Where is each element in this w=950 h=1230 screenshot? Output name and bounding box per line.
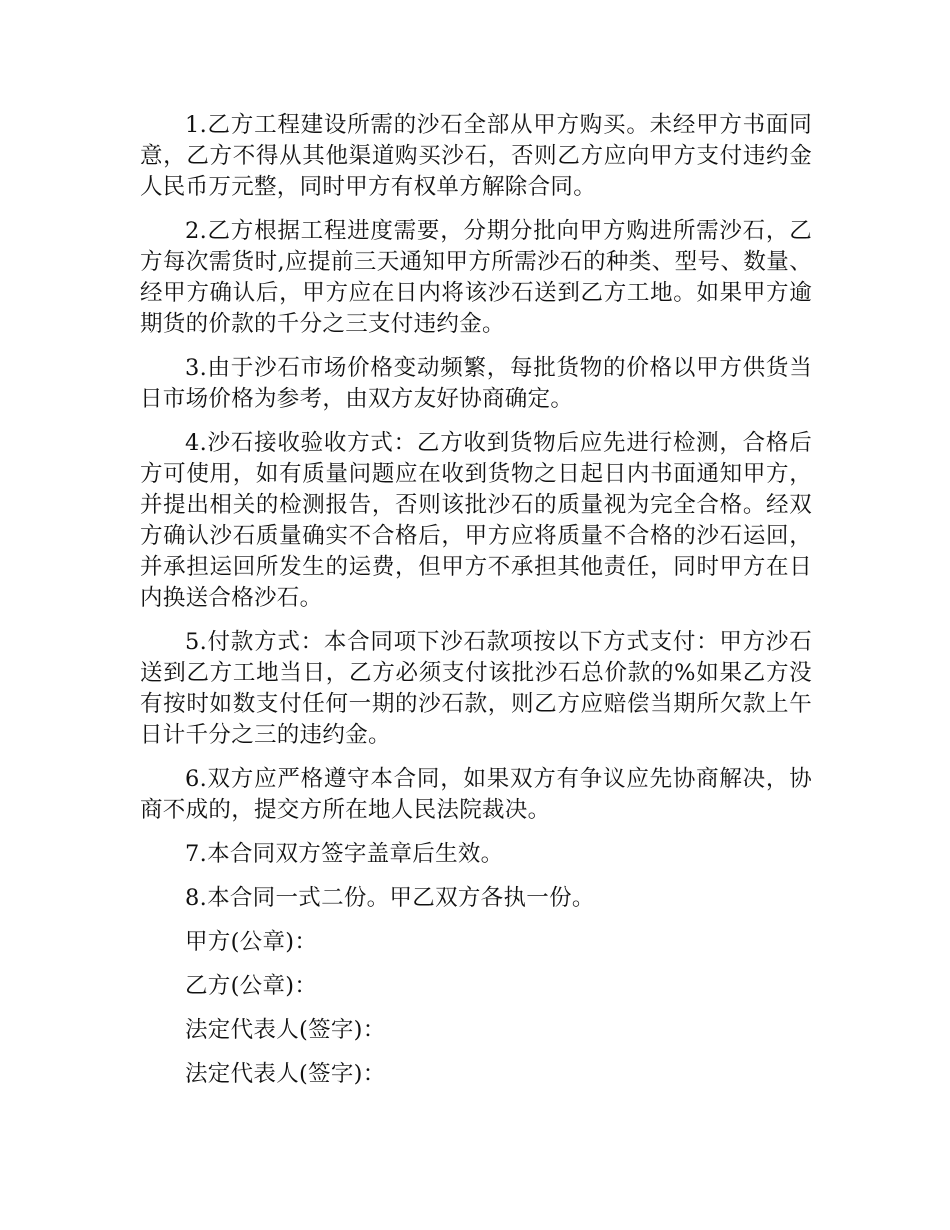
clause-1: 1.乙方工程建设所需的沙石全部从甲方购买。未经甲方书面同意，乙方不得从其他渠道购买沙石，否则乙方应向甲方支付违约金人民币万元整，同时甲方有权单方解除合同。 bbox=[140, 112, 812, 200]
signature-party-b-seal: 乙方(公章)： bbox=[185, 973, 318, 999]
clause-3: 3.由于沙石市场价格变动频繁，每批货物的价格以甲方供货当日市场价格为参考，由双方友好协商确定。 bbox=[140, 355, 812, 412]
clause-6: 6.双方应严格遵守本合同，如果双方有争议应先协商解决，协商不成的，提交方所在地人民法院裁决。 bbox=[140, 766, 812, 823]
clause-5: 5.付款方式：本合同项下沙石款项按以下方式支付：甲方沙石送到乙方工地当日，乙方必须支付该批沙石总价款的%如果乙方没有按时如数支付任何一期的沙石款，则乙方应赔偿当期所欠款上午日计千分之三的违约金。 bbox=[140, 629, 812, 748]
signature-party-a-seal: 甲方(公章)： bbox=[185, 929, 318, 955]
clause-7: 7.本合同双方签字盖章后生效。 bbox=[185, 841, 504, 867]
clause-2: 2.乙方根据工程进度需要，分期分批向甲方购进所需沙石，乙方每次需货时,应提前三天通知甲方所需沙石的种类、型号、数量、经甲方确认后，甲方应在日内将该沙石送到乙方工地。如果甲方逾期货的价款的千分之三支付违约金。 bbox=[140, 218, 812, 337]
signature-legal-rep-a: 法定代表人(签字)： bbox=[185, 1017, 386, 1043]
clause-4: 4.沙石接收验收方式：乙方收到货物后应先进行检测，合格后方可使用，如有质量问题应在收到货物之日起日内书面通知甲方，并提出相关的检测报告，否则该批沙石的质量视为完全合格。经双方确认沙石质量确实不合格后，甲方应将质量不合格的沙石运回，并承担运回所发生的运费，但甲方不承担其他责任，同时甲方在日内换送合格沙石。 bbox=[140, 430, 812, 611]
signature-legal-rep-b: 法定代表人(签字)： bbox=[185, 1061, 386, 1087]
contract-page bbox=[140, 110, 812, 1103]
clause-8: 8.本合同一式二份。甲乙双方各执一份。 bbox=[185, 885, 595, 911]
